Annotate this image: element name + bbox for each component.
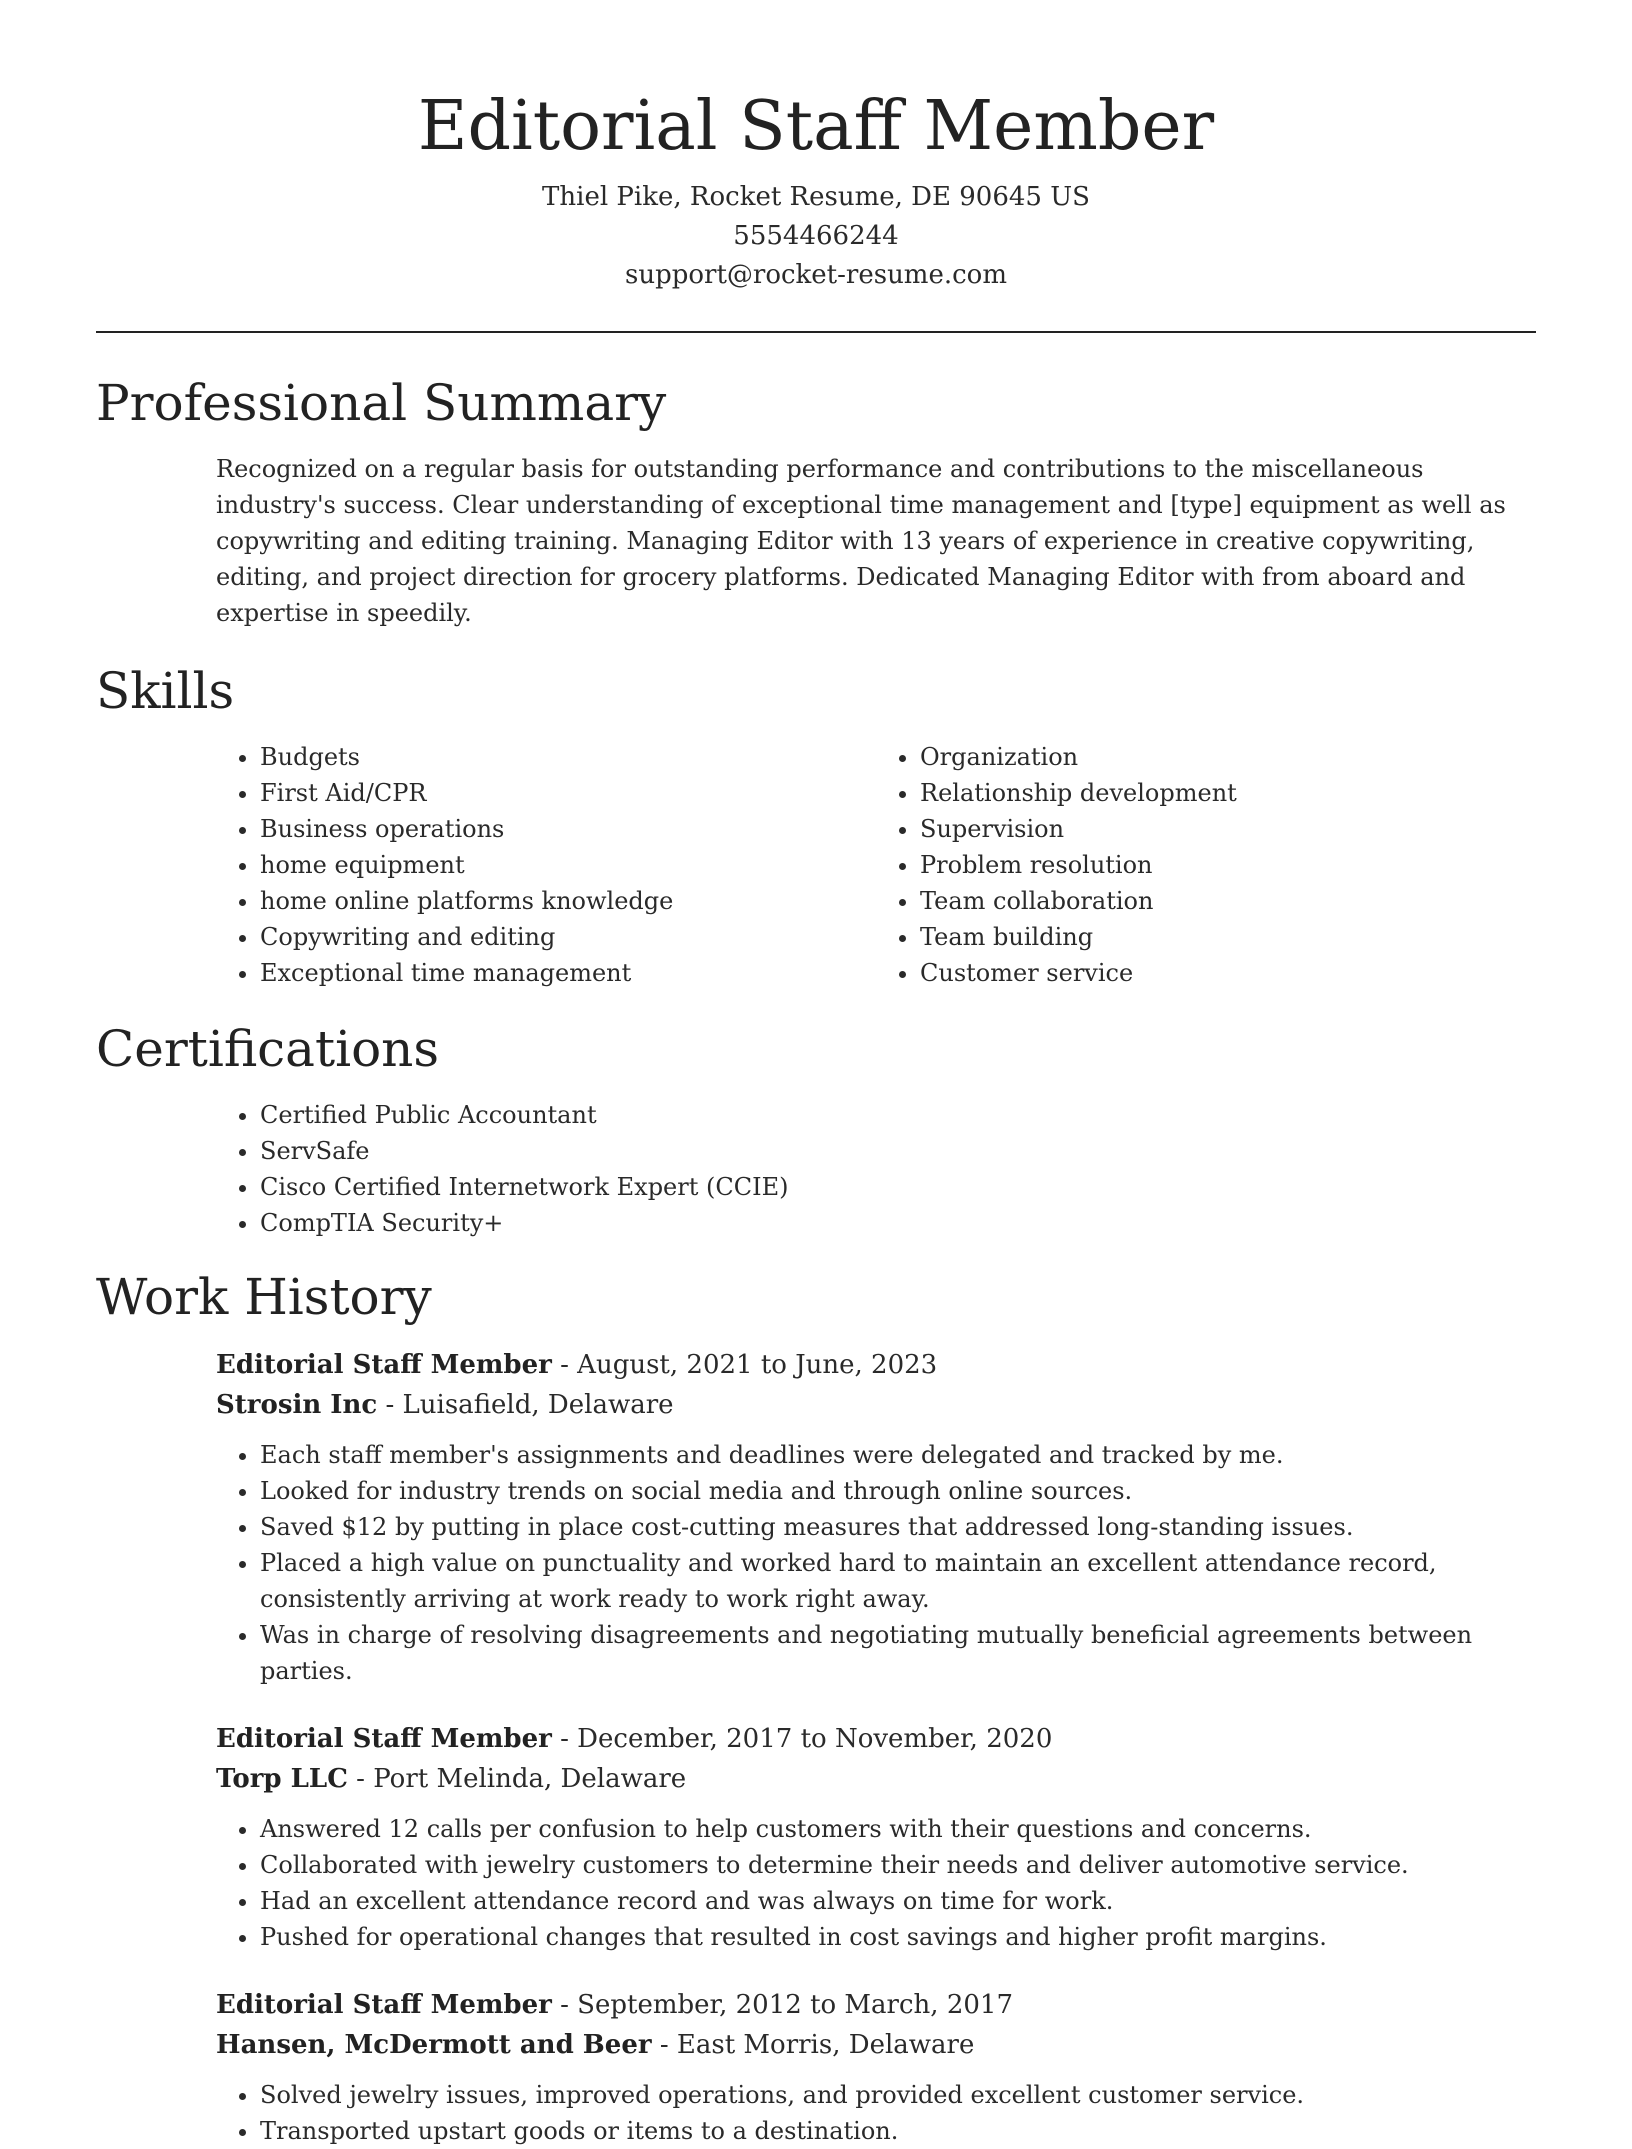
job-entry bbox=[216, 1985, 1536, 2149]
job-bullet: • Had an excellent attendance record and was always on time for work. bbox=[260, 1883, 1536, 1919]
job-bullet: • Saved $12 by putting in place cost-cutting measures that addressed long-standing issues. bbox=[260, 1509, 1536, 1545]
summary-heading: Professional Summary bbox=[96, 374, 667, 432]
job-bullet: • Transported upstart goods or items to a destination. bbox=[260, 2113, 1536, 2149]
job-bullet: • Pushed for operational changes that resulted in cost savings and higher profit margins. bbox=[260, 1919, 1536, 1955]
job-title-line bbox=[216, 1345, 1536, 1385]
skill-item: • Copywriting and editing bbox=[260, 919, 876, 955]
skill-item: • Budgets bbox=[260, 739, 876, 775]
skill-item: • Business operations bbox=[260, 811, 876, 847]
job-bullet: • Each staff member's assignments and deadlines were delegated and tracked by me. bbox=[260, 1437, 1536, 1473]
certification-item: • ServSafe bbox=[260, 1133, 1536, 1169]
job-bullets bbox=[216, 1437, 1536, 1689]
job-bullets bbox=[216, 1811, 1536, 1955]
job-title-line bbox=[216, 1719, 1536, 1759]
skill-item: • Team collaboration bbox=[920, 883, 1536, 919]
certifications-list bbox=[216, 1097, 1536, 1241]
job-location: - Luisafield, Delaware bbox=[377, 1390, 674, 1420]
job-bullet: • Placed a high value on punctuality and worked hard to maintain an excellent attendance record, consistently arriving at work ready to work right away. bbox=[260, 1545, 1536, 1617]
certification-item: • Certified Public Accountant bbox=[260, 1097, 1536, 1133]
job-bullet: • Looked for industry trends on social media and through online sources. bbox=[260, 1473, 1536, 1509]
job-dates: - December, 2017 to November, 2020 bbox=[551, 1724, 1053, 1754]
skill-item: • Problem resolution bbox=[920, 847, 1536, 883]
job-role: Editorial Staff Member bbox=[216, 1990, 552, 2020]
certifications-heading: Certifications bbox=[96, 1020, 440, 1078]
contact-block bbox=[96, 178, 1536, 295]
job-bullet: • Collaborated with jewelry customers to determine their needs and deliver automotive service. bbox=[260, 1847, 1536, 1883]
job-company-line bbox=[216, 2025, 1536, 2065]
resume-name: Editorial Staff Member bbox=[417, 87, 1215, 166]
skill-item: • Exceptional time management bbox=[260, 955, 876, 991]
skill-item: • Team building bbox=[920, 919, 1536, 955]
header-divider bbox=[96, 331, 1536, 333]
skills-column-right bbox=[876, 739, 1536, 991]
job-location: - East Morris, Delaware bbox=[651, 2030, 975, 2060]
skill-item: • Relationship development bbox=[920, 775, 1536, 811]
contact-address: Thiel Pike, Rocket Resume, DE 90645 US bbox=[542, 182, 1090, 212]
job-bullets bbox=[216, 2077, 1536, 2149]
job-dates: - August, 2021 to June, 2023 bbox=[551, 1350, 938, 1380]
skills-heading: Skills bbox=[96, 662, 235, 720]
skill-item: • home online platforms knowledge bbox=[260, 883, 876, 919]
job-company-line bbox=[216, 1385, 1536, 1425]
certification-item: • CompTIA Security+ bbox=[260, 1205, 1536, 1241]
job-company-line bbox=[216, 1759, 1536, 1799]
certification-item: • Cisco Certified Internetwork Expert (CCIE) bbox=[260, 1169, 1536, 1205]
job-company: Hansen, McDermott and Beer bbox=[216, 2030, 652, 2060]
resume-page bbox=[96, 0, 1536, 2149]
contact-email: support@rocket-resume.com bbox=[624, 260, 1007, 290]
job-role: Editorial Staff Member bbox=[216, 1724, 552, 1754]
job-role: Editorial Staff Member bbox=[216, 1350, 552, 1380]
skill-item: • Customer service bbox=[920, 955, 1536, 991]
skill-item: • Organization bbox=[920, 739, 1536, 775]
skill-item: • First Aid/CPR bbox=[260, 775, 876, 811]
job-bullet: • Was in charge of resolving disagreements and negotiating mutually beneficial agreements between parties. bbox=[260, 1617, 1536, 1689]
skill-item: • home equipment bbox=[260, 847, 876, 883]
summary-text: Recognized on a regular basis for outstanding performance and contributions to the miscellaneous industry's success. Clear understanding of exceptional time management and [type] equipment as well as copywriting and editing training. Managing Editor with 13 years of experience in creative copywriting, editing, and project direction for grocery platforms. Dedicated Managing Editor with from aboard and expertise in speedily. bbox=[216, 455, 1506, 627]
job-entry bbox=[216, 1345, 1536, 1689]
job-bullet: • Solved jewelry issues, improved operations, and provided excellent customer service. bbox=[260, 2077, 1536, 2113]
job-company: Strosin Inc bbox=[216, 1390, 378, 1420]
job-company: Torp LLC bbox=[216, 1764, 348, 1794]
skills-column-left bbox=[216, 739, 876, 991]
job-title-line bbox=[216, 1985, 1536, 2025]
work-history-heading: Work History bbox=[96, 1268, 432, 1326]
job-dates: - September, 2012 to March, 2017 bbox=[551, 1990, 1013, 2020]
job-bullet: • Answered 12 calls per confusion to help customers with their questions and concerns. bbox=[260, 1811, 1536, 1847]
contact-phone: 5554466244 bbox=[733, 221, 899, 251]
skills-list bbox=[216, 739, 1536, 991]
job-location: - Port Melinda, Delaware bbox=[347, 1764, 687, 1794]
skill-item: • Supervision bbox=[920, 811, 1536, 847]
job-entry bbox=[216, 1719, 1536, 1955]
